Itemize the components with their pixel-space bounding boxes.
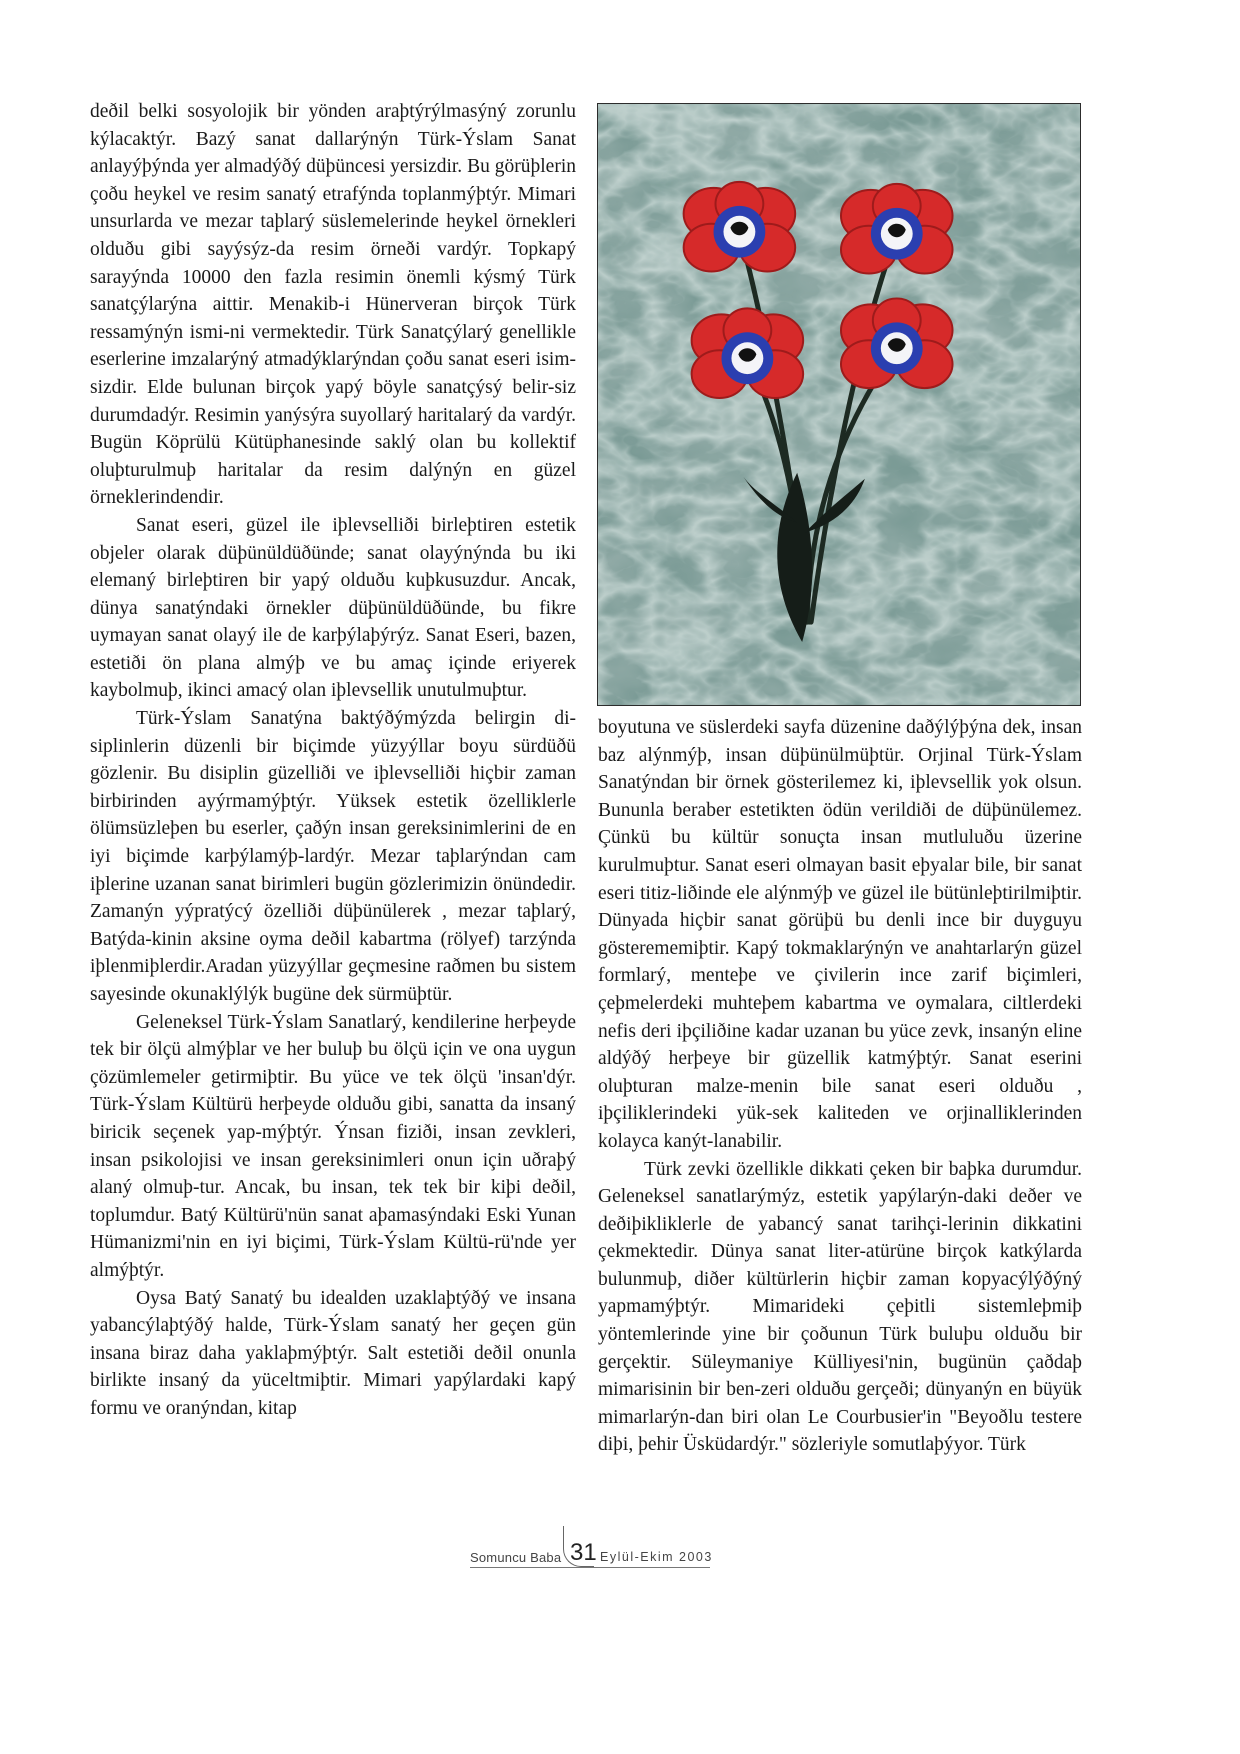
magazine-name: Somuncu Baba <box>470 1550 562 1565</box>
page-number: 31 <box>570 1539 597 1566</box>
paragraph-4: Geleneksel Türk-Ýslam Sanatlarý, kendilerine herþeyde tek bir ölçü almýþlar ve her buluþ bu ölçü için ve ona uygun çözümlemeler getirmiþtir. Bu yüce ve tek ölçü 'insan'dýr. Türk-Ýslam Kültürü herþeyde olduðu gibi, sanatta da insaný biricik seçenek yap-mýþtýr. Ýnsan fiziði, insan zevkleri, insan psikolojisi ve insan gereksinimleri onun için uðraþý alaný olmuþ-tur. Ancak, bu insan, tek tek bir kiþi deðil, toplumdur. Batý Kültürü'nün sanat aþamasýndaki Eski Yunan Hümanizmi'nin en iyi biçimi, Türk-Ýslam Kültü-rü'nde yer almýþtýr. <box>90 1011 576 1281</box>
ebru-flower-image <box>598 104 1080 705</box>
paragraph-7: Türk zevki özellikle dikkati çeken bir baþka durumdur. Geleneksel sanatlarýmýz, estetik yapýlarýn-daki deðer ve deðiþikliklerle de yabancý sanat tarihçi-lerinin dikkatini çekmektedir. Dünya sanat liter-atürüne birçok katkýlarda bulunmuþ, diðer kültürlerin hiçbir zaman kopyacýlýðýný yapmamýþtýr. Mimarideki çeþitli sistemleþmiþ yöntemlerinde yine bir çoðunun Türk buluþu olduðu bir gerçektir. Süleymaniye Külliyesi'nin, bugünün çaðdaþ mimarisinin bir ben-zeri olduðu gerçeði; dünyanýn en büyük mimarlarýn-dan biri olan Le Courbusier'in "Beyoðlu testere diþi, þehir Üsküdardýr." sözleriyle somutlaþýyor. Türk <box>598 1158 1082 1456</box>
left-column <box>90 98 576 1423</box>
issue-date: Eylül-Ekim 2003 <box>600 1550 713 1564</box>
marbling-illustration <box>597 103 1081 706</box>
paragraph-2: Sanat eseri, güzel ile iþlevselliði birleþtiren estetik objeler olarak düþünüldüðünde; sanat olayýnýnda bu iki elemaný birleþtiren bir yapý olduðu kuþkusuzdur. Ancak, dünya sanatýndaki örnekler düþünüldüðünde, bu fikre uymayan sanat olayý ile de karþýlaþýrýz. Sanat Eseri, bazen, estetiði ön plana almýþ ve bu amaç içinde eriyerek kaybolmuþ, ikinci amacý olan iþlevsellik unutulmuþtur. <box>90 514 576 702</box>
page-footer <box>0 1540 1240 1580</box>
paragraph-5: Oysa Batý Sanatý bu idealden uzaklaþtýðý ve insana yabancýlaþtýðý halde, Türk-Ýslam sanatý her geçen gün insana biraz daha yaklaþmýþtýr. Salt estetiði deðil onunla birlikte insaný da yüceltmiþtir. Mimari yapýlardaki kapý formu ve oranýndan, kitap <box>90 1287 576 1419</box>
footer-rule <box>470 1567 710 1568</box>
paragraph-3: Türk-Ýslam Sanatýna baktýðýmýzda belirgin di-siplinlerin düzenli bir biçimde yüzyýllar boyu sürdüðü gözlenir. Bu disiplin güzelliði ve iþlevselliði hiçbir zaman birbirinden ayýrmamýþtýr. Yüksek estetik özelliklerle ölümsüzleþen bu eserler, çaðýn insan gereksinimlerini de en iyi biçimde karþýlamýþ-lardýr. Mezar taþlarýndan cam iþlerine uzanan sanat birimleri bugün gözlerimizin önündedir. Zamanýn yýpratýcý özelliði düþünülerek , mezar taþlarý, Batýda-kinin aksine oyma deðil kabartma (rölyef) tarzýnda iþlenmiþlerdir.Aradan yüzyýllar geçmesine raðmen bu sistem sayesinde okunaklýlýk bugüne dek sürmüþtür. <box>90 708 576 1005</box>
paragraph-1: deðil belki sosyolojik bir yönden araþtýrýlmasýný zorunlu kýlacaktýr. Bazý sanat dallarýnýn Türk-Ýslam Sanat anlayýþýnda yer almadýðý düþüncesi yersizdir. Bu görüþlerin çoðu heykel ve resim sanatý etrafýnda toplanmýþtýr. Mimari unsurlarda ve mezar taþlarý süslemelerinde heykel örnekleri olduðu gibi sayýsýz-da resim örneði vardýr. Topkapý sarayýnda 10000 den fazla resimin önemli kýsmý Türk sanatçýlarýna aittir. Menakib-i Hünerveran birçok Türk ressamýnýn ismi-ni vermektedir. Türk Sanatçýlarý genellikle eserlerine imzalarýný atmadýklarýndan çoðu sanat eseri isim-sizdir. Elde bulunan birçok yapý böyle sanatçýsý belir-siz durumdadýr. Resimin yanýsýra suyollarý haritalarý da vardýr. Bugün Köprülü Kütüphanesinde saklý olan bu kollektif oluþturulmuþ haritalar da resim dalýnýn en güzel örneklerindendir. <box>90 101 576 509</box>
paragraph-6: boyutuna ve süslerdeki sayfa düzenine daðýlýþýna dek, insan baz alýnmýþ, insan düþünülmüþtür. Orjinal Türk-Ýslam Sanatýndan bir örnek gösterilemez ki, iþlevsellik yok olsun. Bununla beraber estetikten ödün verildiði de düþünülemez. Çünkü bu kültür sonuçta insan mutluluðu üzerine kurulmuþtur. Sanat eseri olmayan basit eþyalar bile, bir sanat eseri titiz-liðinde ele alýnmýþ ve güzel ile bütünleþtirilmiþtir. Dünyada hiçbir sanat görüþü bu denli ince bir duyguyu gösterememiþtir. Kapý tokmaklarýnýn ve anahtarlarýn güzel formlarý, menteþe ve çivilerin ince zarif biçimleri, çeþmelerdeki muhteþem kabartma ve oymalara, ciltlerdeki nefis deri iþçiliðine kadar uzanan bu yüce zevk, insanýn eline aldýðý herþeye bir güzellik katmýþtýr. Sanat eserini oluþturan malze-menin bile sanat eseri olduðu , iþçiliklerindeki yük-sek kaliteden ve orjinalliklerinden kolayca kanýt-lanabilir. <box>598 717 1082 1152</box>
right-column <box>598 714 1082 1459</box>
